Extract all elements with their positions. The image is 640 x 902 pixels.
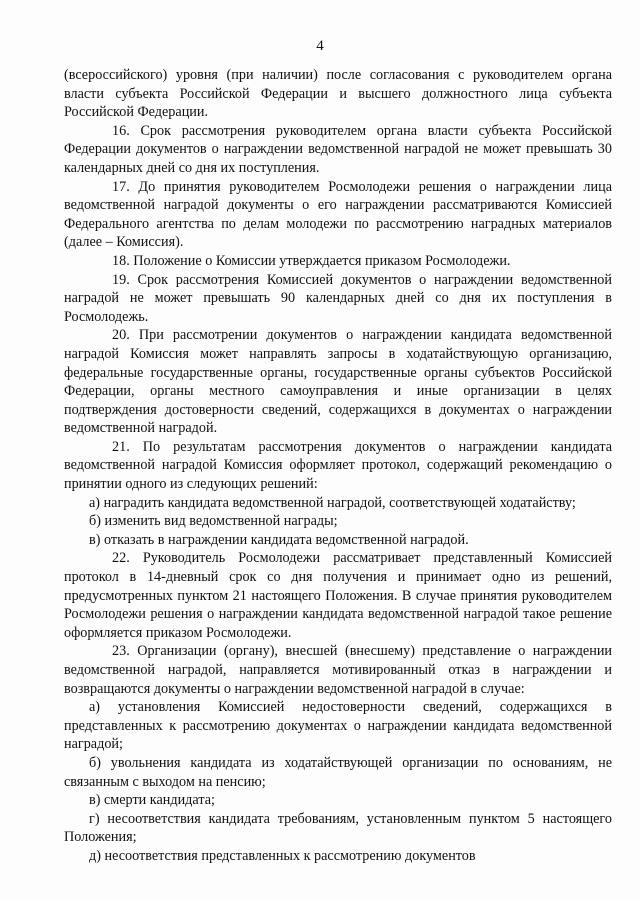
document-body <box>64 66 612 866</box>
paragraph: 22. Руководитель Росмолодежи рассматривает представленный Комиссией протокол в 14-дневный срок со дня получения и принимает одно из решений, предусмотренных пунктом 21 настоящего Положения. В случае принятия руководителем Росмолодежи решения о награждении кандидата ведомственной наградой такое решение оформляется приказом Росмолодежи. <box>64 550 612 641</box>
paragraph: 21. По результатам рассмотрения документов о награждении кандидата ведомственной наградой Комиссия оформляет протокол, содержащий рекомендацию о принятии одного из следующих решений: <box>64 438 612 493</box>
paragraph: 23. Организации (органу), внесшей (внесшему) представление о награждении ведомственной наградой, направляется мотивированный отказ в награждении и возвращаются документы о награждении ведомственной наградой в случае: <box>64 643 612 697</box>
paragraph: а) установления Комиссией недостоверности сведений, содержащихся в представленных к рассмотрению документах о награждении кандидата ведомственной наградой; <box>64 699 612 753</box>
paragraph: в) отказать в награждении кандидата ведомственной наградой. <box>89 531 469 548</box>
paragraph: а) наградить кандидата ведомственной наградой, соответствующей ходатайству; <box>89 494 576 511</box>
paragraph: 19. Срок рассмотрения Комиссией документов о награждении ведомственной наградой не может превышать 90 календарных дней со дня их поступления в Росмолодежь. <box>64 271 612 325</box>
paragraph: (всероссийского) уровня (при наличии) после согласования с руководителем органа власти субъекта Российской Федерации и высшего должностного лица субъекта Российской Федерации. <box>64 67 612 121</box>
paragraph: 17. До принятия руководителем Росмолодежи решения о награждении лица ведомственной наградой документы о его награждении рассматриваются Комиссией Федерального агентства по делам молодежи по рассмотрению наградных материалов (далее – Комиссия). <box>64 178 612 251</box>
paragraph: б) увольнения кандидата из ходатайствующей организации по основаниям, не связанным с выходом на пенсию; <box>64 754 612 790</box>
paragraph: д) несоответствия представленных к рассмотрению документов <box>89 847 476 864</box>
paragraph: в) смерти кандидата; <box>89 792 215 809</box>
paragraph: б) изменить вид ведомственной награды; <box>89 513 338 530</box>
paragraph: 18. Положение о Комиссии утверждается приказом Росмолодежи. <box>112 252 511 269</box>
paragraph: 16. Срок рассмотрения руководителем органа власти субъекта Российской Федерации документов о награждении ведомственной наградой не может превышать 30 календарных дней со дня их поступления. <box>64 122 612 176</box>
paragraph: г) несоответствия кандидата требованиям, установленным пунктом 5 настоящего Положения; <box>64 810 612 846</box>
page-number: 4 <box>316 38 324 54</box>
paragraph: 20. При рассмотрении документов о награждении кандидата ведомственной наградой Комиссия может направлять запросы в ходатайствующую организацию, федеральные государственные органы, государственные органы субъектов Российской Федерации, органы местного самоуправления и иные организации в целях подтверждения достоверности сведений, содержащихся в документах о награждении ведомственной наградой. <box>64 327 612 437</box>
